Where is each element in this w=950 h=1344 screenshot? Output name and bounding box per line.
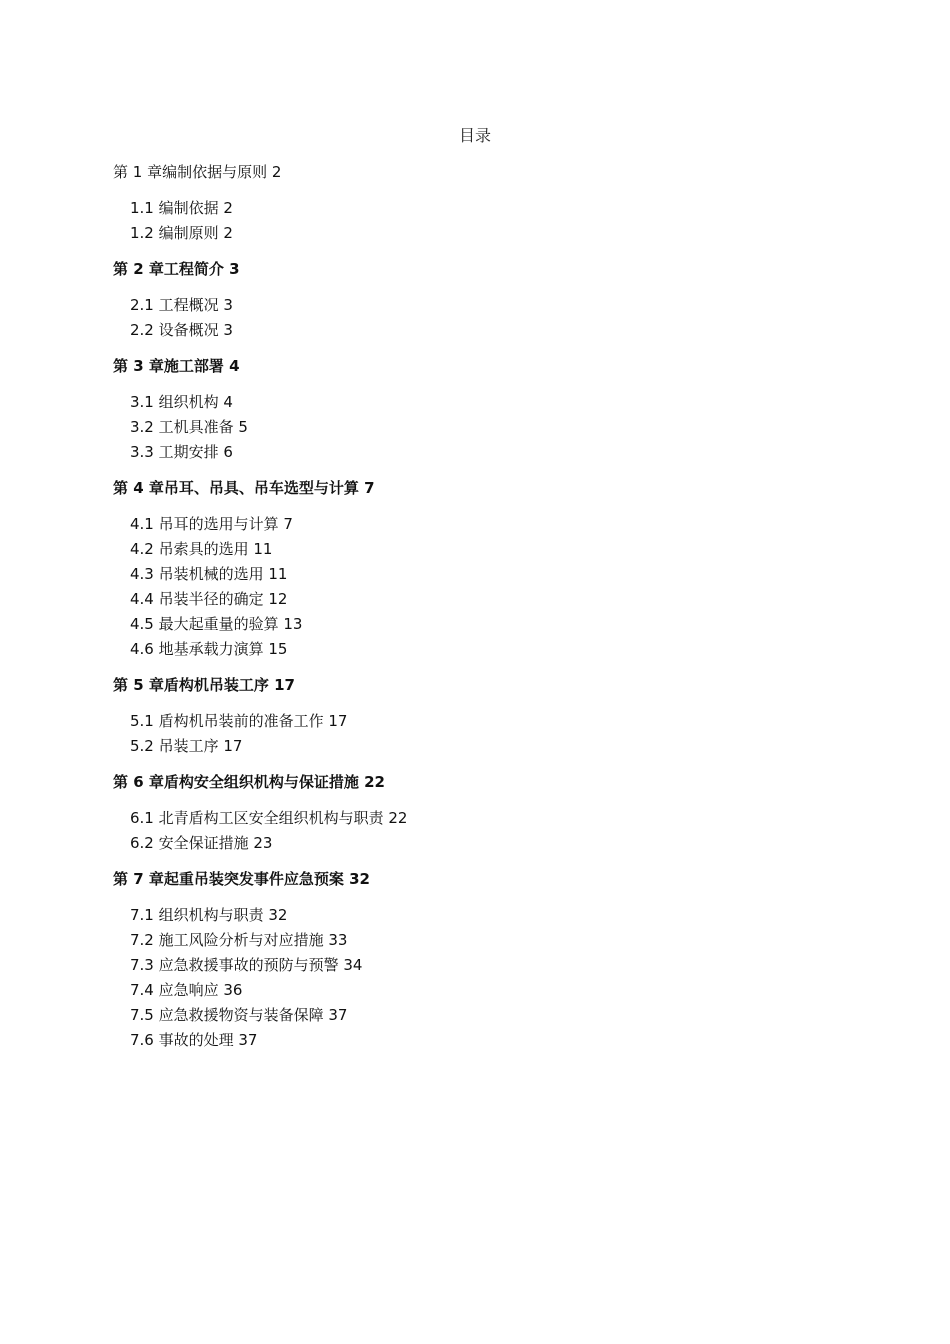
toc-section-6-2[interactable]: 6.2 安全保证措施 23 <box>130 833 273 852</box>
toc-section-7-6[interactable]: 7.6 事故的处理 37 <box>130 1030 258 1049</box>
toc-chapter-1[interactable]: 第 1 章编制依据与原则 2 <box>113 163 282 181</box>
toc-section-7-4[interactable]: 7.4 应急响应 36 <box>130 980 243 999</box>
toc-title: 目录 <box>458 126 491 145</box>
toc-section-2-1[interactable]: 2.1 工程概况 3 <box>130 295 233 314</box>
toc-section-5-1[interactable]: 5.1 盾构机吊装前的准备工作 17 <box>130 711 348 730</box>
toc-chapter-6-sections <box>113 806 873 856</box>
toc-section-1-1[interactable]: 1.1 编制依据 2 <box>130 198 233 217</box>
toc-section-7-2[interactable]: 7.2 施工风险分析与对应措施 33 <box>130 930 348 949</box>
toc-chapter-6[interactable]: 第 6 章盾构安全组织机构与保证措施 22 <box>113 773 385 791</box>
toc-chapter-3-sections <box>113 390 873 465</box>
toc-section-3-2[interactable]: 3.2 工机具准备 5 <box>130 417 248 436</box>
toc-chapter-5[interactable]: 第 5 章盾构机吊装工序 17 <box>113 676 295 694</box>
toc-section-4-1[interactable]: 4.1 吊耳的选用与计算 7 <box>130 514 293 533</box>
toc-chapter-4-sections <box>113 512 873 662</box>
toc-list <box>113 162 873 1066</box>
toc-section-3-3[interactable]: 3.3 工期安排 6 <box>130 442 233 461</box>
toc-section-7-3[interactable]: 7.3 应急救援事故的预防与预警 34 <box>130 955 363 974</box>
toc-chapter-3[interactable]: 第 3 章施工部署 4 <box>113 357 240 375</box>
toc-section-7-1[interactable]: 7.1 组织机构与职责 32 <box>130 905 288 924</box>
toc-chapter-5-sections <box>113 709 873 759</box>
toc-section-4-2[interactable]: 4.2 吊索具的选用 11 <box>130 539 273 558</box>
toc-section-2-2[interactable]: 2.2 设备概况 3 <box>130 320 233 339</box>
toc-section-5-2[interactable]: 5.2 吊装工序 17 <box>130 736 243 755</box>
toc-section-7-5[interactable]: 7.5 应急救援物资与装备保障 37 <box>130 1005 348 1024</box>
toc-chapter-2-sections <box>113 293 873 343</box>
toc-section-4-4[interactable]: 4.4 吊装半径的确定 12 <box>130 589 288 608</box>
toc-section-4-5[interactable]: 4.5 最大起重量的验算 13 <box>130 614 303 633</box>
toc-chapter-2[interactable]: 第 2 章工程简介 3 <box>113 260 240 278</box>
toc-section-6-1[interactable]: 6.1 北青盾构工区安全组织机构与职责 22 <box>130 808 408 827</box>
toc-chapter-1-sections <box>113 196 873 246</box>
toc-section-3-1[interactable]: 3.1 组织机构 4 <box>130 392 233 411</box>
toc-section-4-6[interactable]: 4.6 地基承载力演算 15 <box>130 639 288 658</box>
toc-chapter-7[interactable]: 第 7 章起重吊装突发事件应急预案 32 <box>113 870 370 888</box>
toc-chapter-7-sections <box>113 903 873 1053</box>
toc-section-1-2[interactable]: 1.2 编制原则 2 <box>130 223 233 242</box>
toc-section-4-3[interactable]: 4.3 吊装机械的选用 11 <box>130 564 288 583</box>
toc-chapter-4[interactable]: 第 4 章吊耳、吊具、吊车选型与计算 7 <box>113 479 375 497</box>
